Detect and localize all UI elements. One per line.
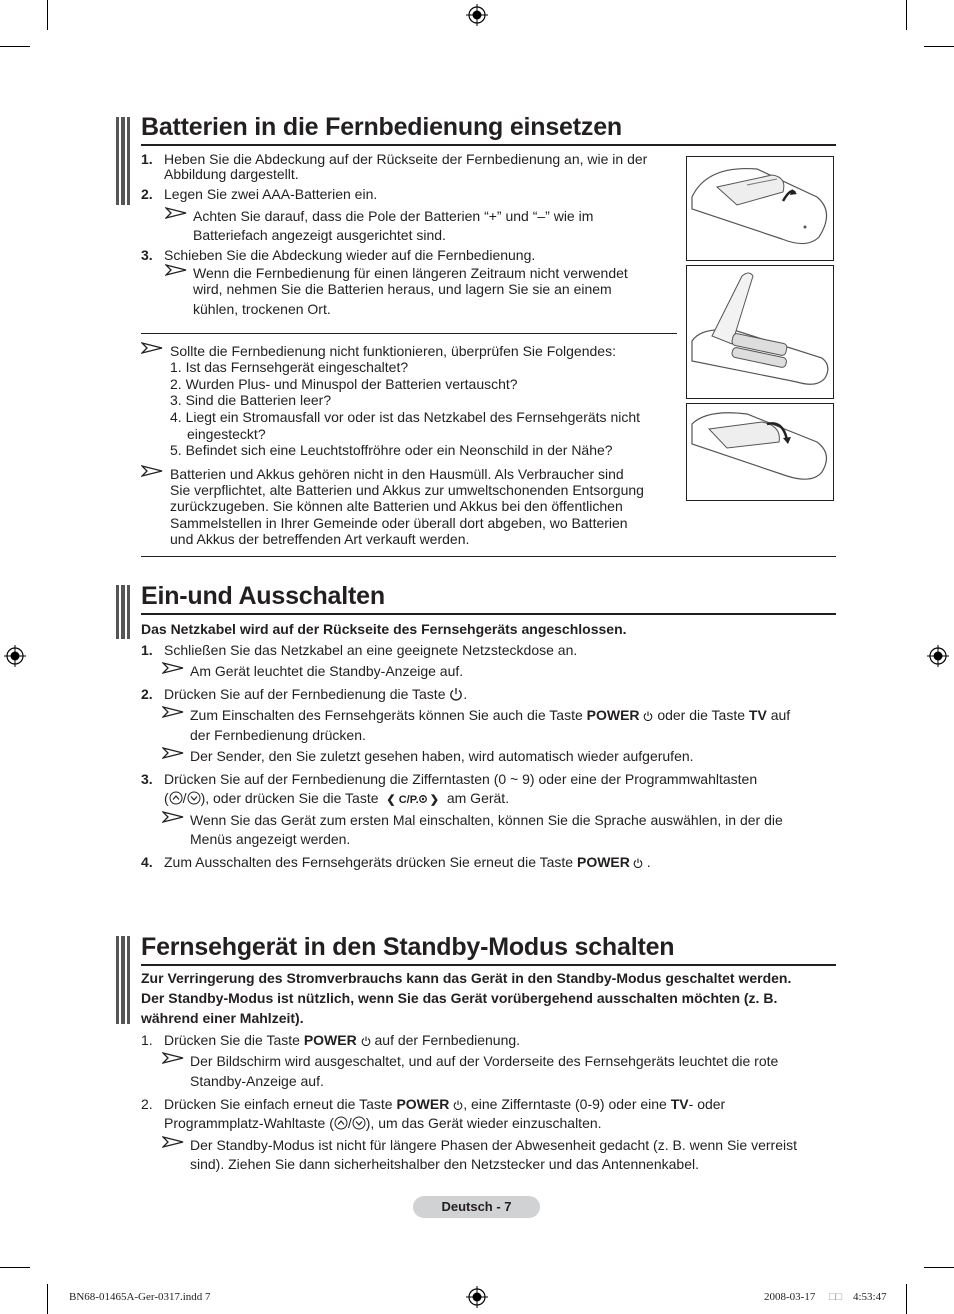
crop-mark bbox=[906, 1284, 907, 1314]
step-number: 1. bbox=[141, 151, 153, 167]
step-text-part: Drücken Sie die Taste bbox=[164, 1032, 300, 1048]
note-arrow-icon bbox=[162, 1052, 184, 1064]
step-number: 2. bbox=[141, 1096, 153, 1112]
step-text-part: auf der Fernbedienung. bbox=[374, 1032, 521, 1048]
note-text: Menüs angezeigt werden. bbox=[190, 831, 351, 847]
check-item: 2. Wurden Plus- und Minuspol der Batterien vertauscht? bbox=[170, 376, 518, 392]
check-item: 4. Liegt ein Stromausfall vor oder ist das Netzkabel des Fernsehgeräts nicht bbox=[170, 409, 641, 425]
note-text: Wenn Sie das Gerät zum ersten Mal einschalten, können Sie die Sprache auswählen, in der die bbox=[190, 812, 783, 828]
step-number: 4. bbox=[141, 854, 153, 870]
channel-up-icon bbox=[334, 1116, 348, 1130]
note-text: zurückzugeben. Sie können alte Batterien und Akkus bei den öffentlichen bbox=[170, 498, 623, 514]
step-text: Drücken Sie auf der Fernbedienung die Zifferntasten (0 ~ 9) oder eine der Programmwahltasten bbox=[164, 771, 758, 787]
check-item: eingesteckt? bbox=[187, 426, 266, 442]
note-text-part: oder die Taste bbox=[657, 707, 746, 723]
note-text: Standby-Anzeige auf. bbox=[190, 1073, 324, 1089]
step-text: Drücken Sie auf der Fernbedienung die Taste . bbox=[164, 686, 468, 702]
note-arrow-icon bbox=[162, 747, 184, 759]
channel-down-icon bbox=[352, 1116, 366, 1130]
step-number: 1. bbox=[141, 1032, 153, 1048]
section-intro: Zur Verringerung des Stromverbrauchs kann das Gerät in den Standby-Modus geschaltet werden. bbox=[141, 970, 792, 986]
crop-mark bbox=[924, 46, 954, 47]
note-text: Am Gerät leuchtet die Standby-Anzeige auf. bbox=[190, 663, 464, 679]
check-item: 1. Ist das Fernsehgerät eingeschaltet? bbox=[170, 359, 409, 375]
channel-up-icon bbox=[169, 791, 183, 805]
remote-close-cover-illustration bbox=[686, 403, 834, 501]
divider bbox=[141, 556, 836, 557]
step-text: Abbildung dargestellt. bbox=[164, 166, 299, 182]
note-text: Wenn die Fernbedienung für einen längeren Zeitraum nicht verwendet bbox=[193, 265, 628, 281]
channel-down-icon bbox=[187, 791, 201, 805]
step-text: Legen Sie zwei AAA-Batterien ein. bbox=[164, 186, 378, 202]
step-text-part: ( bbox=[164, 790, 169, 806]
step-number: 3. bbox=[141, 771, 153, 787]
registration-mark-icon bbox=[466, 1286, 488, 1308]
step-text: Schieben Sie die Abdeckung wieder auf die Fernbedienung. bbox=[164, 247, 536, 263]
registration-mark-icon bbox=[466, 4, 488, 26]
step-text-part: ), oder drücken Sie die Taste bbox=[200, 790, 379, 806]
cp-key: ❮ C/P. ❯ bbox=[386, 794, 439, 806]
note-text: der Fernbedienung drücken. bbox=[190, 727, 366, 743]
step-text bbox=[164, 1032, 520, 1049]
note-text: Batteriefach angezeigt ausgerichtet sind. bbox=[193, 227, 446, 243]
step-text-part: Programmplatz-Wahltaste ( bbox=[164, 1115, 334, 1131]
note-arrow-icon bbox=[162, 706, 184, 718]
note-text: Batterien und Akkus gehören nicht in den Hausmüll. Als Verbraucher sind bbox=[170, 466, 624, 482]
section-intro: Das Netzkabel wird auf der Rückseite des Fernsehgeräts angeschlossen. bbox=[141, 621, 627, 637]
section-rule bbox=[141, 144, 836, 146]
power-label: POWER bbox=[576, 854, 630, 870]
power-label: POWER bbox=[586, 707, 640, 723]
power-icon bbox=[643, 711, 653, 721]
registration-mark-icon bbox=[4, 645, 26, 667]
section-bar bbox=[116, 117, 132, 205]
note-text: Sammelstellen in Ihrer Gemeinde oder überall dort abgeben, wo Batterien bbox=[170, 515, 628, 531]
footer-time: 4:53:47 bbox=[853, 1291, 887, 1303]
crop-mark bbox=[47, 0, 48, 30]
step-text-part: Zum Ausschalten des Fernsehgeräts drücken Sie erneut die Taste bbox=[164, 854, 574, 870]
crop-mark bbox=[47, 1284, 48, 1314]
section-rule bbox=[141, 613, 836, 615]
remote-insert-batteries-illustration bbox=[686, 265, 834, 399]
section-title-standby: Fernsehgerät in den Standby-Modus schalten bbox=[141, 933, 675, 961]
cp-key-label: C/P. bbox=[398, 794, 419, 806]
note-text: Sollte die Fernbedienung nicht funktionieren, überprüfen Sie Folgendes: bbox=[170, 343, 616, 359]
note-text: Der Standby-Modus ist nicht für längere Phasen der Abwesenheit gedacht (z. B. wenn Sie verreist bbox=[190, 1137, 797, 1153]
divider bbox=[141, 333, 677, 334]
step-number: 3. bbox=[141, 247, 153, 263]
step-text-part: Drücken Sie auf der Fernbedienung die Taste bbox=[164, 686, 446, 702]
note-text: Sie verpflichtet, alte Batterien und Akkus zur umweltschonenden Entsorgung bbox=[170, 482, 644, 498]
note-text: Der Bildschirm wird ausgeschaltet, und auf der Vorderseite des Fernsehgeräts leuchtet die rote bbox=[190, 1053, 779, 1069]
step-text-part: Drücken Sie einfach erneut die Taste bbox=[164, 1096, 393, 1112]
note-text: wird, nehmen Sie die Batterien heraus, und lagern Sie sie an einem bbox=[193, 281, 612, 297]
crop-mark bbox=[906, 0, 907, 30]
note-arrow-icon bbox=[141, 342, 163, 354]
step-number: 2. bbox=[141, 186, 153, 202]
remote-open-cover-illustration bbox=[686, 156, 834, 261]
step-text-part: . bbox=[646, 854, 651, 870]
section-rule bbox=[141, 964, 836, 966]
footer-glyphs: □□ bbox=[829, 1291, 843, 1303]
note-text-part: Zum Einschalten des Fernsehgeräts können Sie auch die Taste bbox=[190, 707, 583, 723]
step-text bbox=[164, 854, 651, 871]
note-arrow-icon bbox=[162, 662, 184, 674]
tv-label: TV bbox=[670, 1096, 689, 1112]
step-text-part: , eine Zifferntaste (0-9) oder eine bbox=[463, 1096, 667, 1112]
note-text: kühlen, trockenen Ort. bbox=[193, 301, 331, 317]
note-text: Achten Sie darauf, dass die Pole der Batterien “+” und “–” wie im bbox=[193, 208, 594, 224]
note-arrow-icon bbox=[165, 207, 187, 219]
power-icon bbox=[449, 687, 463, 701]
note-text: sind). Ziehen Sie dann sicherheitshalber den Netzstecker und das Antennenkabel. bbox=[190, 1156, 699, 1172]
step-text: Heben Sie die Abdeckung auf der Rückseite der Fernbedienung an, wie in der bbox=[164, 151, 648, 167]
registration-mark-icon bbox=[927, 645, 949, 667]
power-icon bbox=[453, 1100, 463, 1110]
section-title-batteries: Batterien in die Fernbedienung einsetzen bbox=[141, 113, 622, 141]
source-icon bbox=[419, 795, 427, 803]
note-text: Der Sender, den Sie zuletzt gesehen haben, wird automatisch wieder aufgerufen. bbox=[190, 748, 694, 764]
footer-filename: BN68-01465A-Ger-0317.indd 7 bbox=[69, 1291, 211, 1303]
step-text-part: am Gerät. bbox=[446, 790, 510, 806]
crop-mark bbox=[0, 46, 30, 47]
note-arrow-icon bbox=[141, 465, 163, 477]
power-label: POWER bbox=[396, 1096, 450, 1112]
note-arrow-icon bbox=[165, 264, 187, 276]
section-bar bbox=[116, 936, 132, 1024]
step-text-part: ), um das Gerät wieder einzuschalten. bbox=[365, 1115, 602, 1131]
note-text: und Akkus der betreffenden Art verkauft werden. bbox=[170, 531, 470, 547]
step-text: Schließen Sie das Netzkabel an eine geeignete Netzsteckdose an. bbox=[164, 642, 578, 658]
note-text bbox=[190, 707, 790, 724]
section-bar bbox=[116, 585, 132, 639]
step-text: ( / ), oder drücken Sie die Taste ❮ C/P. ❯ am Gerät. bbox=[164, 790, 510, 806]
footer-date: 2008-03-17 bbox=[764, 1291, 816, 1303]
crop-mark bbox=[0, 1267, 30, 1268]
note-text-part: auf bbox=[770, 707, 791, 723]
check-item: 5. Befindet sich eine Leuchtstoffröhre oder ein Neonschild in der Nähe? bbox=[170, 442, 613, 458]
section-intro: Der Standby-Modus ist nützlich, wenn Sie das Gerät vorübergehend ausschalten möchten (z. B. bbox=[141, 990, 778, 1006]
page-number-badge: Deutsch - 7 bbox=[413, 1196, 540, 1218]
step-text-part: - oder bbox=[688, 1096, 726, 1112]
section-title-onoff: Ein-und Ausschalten bbox=[141, 582, 385, 610]
step-text bbox=[164, 1096, 725, 1113]
note-arrow-icon bbox=[162, 811, 184, 823]
power-label: POWER bbox=[303, 1032, 357, 1048]
step-number: 1. bbox=[141, 642, 153, 658]
step-text: Programmplatz-Wahltaste ( / ), um das Gerät wieder einzuschalten. bbox=[164, 1115, 602, 1131]
note-arrow-icon bbox=[162, 1136, 184, 1148]
section-intro: während einer Mahlzeit). bbox=[141, 1010, 304, 1026]
tv-label: TV bbox=[748, 707, 767, 723]
crop-mark bbox=[924, 1267, 954, 1268]
power-icon bbox=[361, 1036, 371, 1046]
check-item: 3. Sind die Batterien leer? bbox=[170, 392, 332, 408]
power-icon bbox=[633, 858, 643, 868]
step-number: 2. bbox=[141, 686, 153, 702]
